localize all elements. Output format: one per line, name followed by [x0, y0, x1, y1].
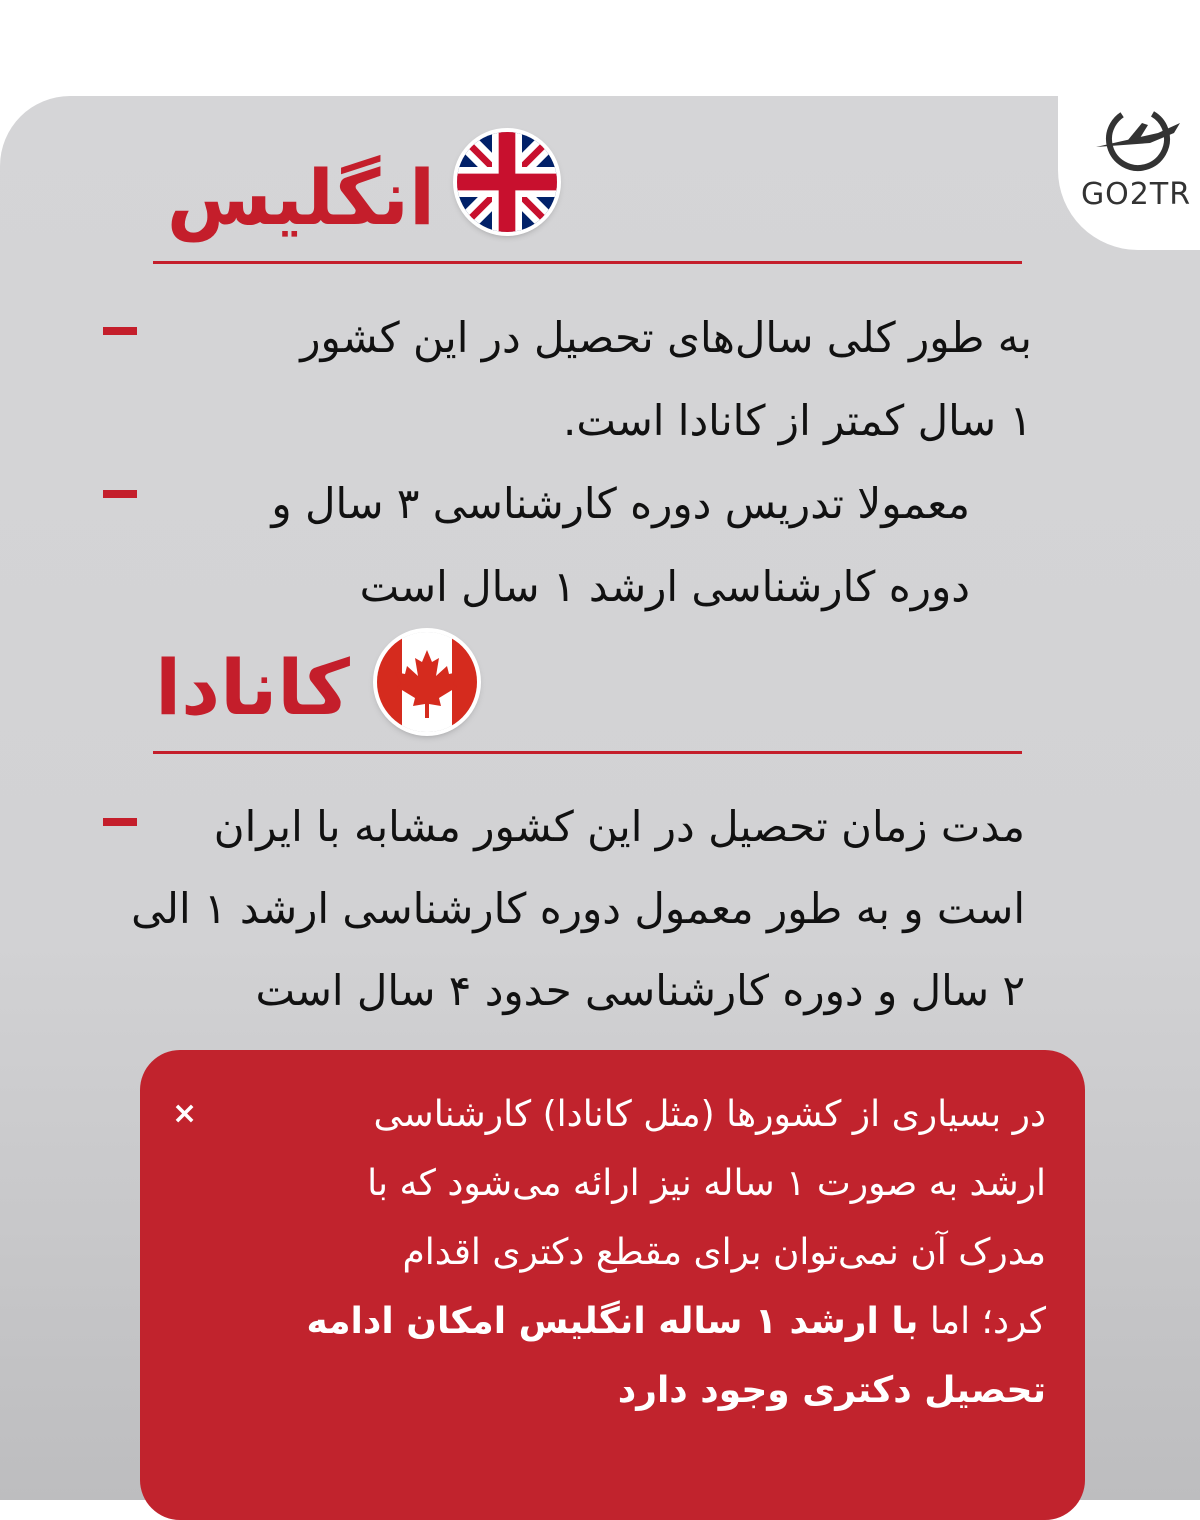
- text-line: ۲ سال و دوره کارشناسی حدود ۴ سال است: [255, 966, 1025, 1015]
- divider-canada: [153, 751, 1022, 754]
- logo-text: GO2TR: [1080, 177, 1192, 212]
- note-line: [210, 1287, 1046, 1356]
- text-line: معمولا تدریس دوره کارشناسی ۳ سال و: [271, 479, 970, 528]
- heading-canada: کانادا: [155, 643, 350, 732]
- bullet-canada-1: [131, 786, 1025, 1032]
- heading-england: انگلیس: [166, 153, 435, 242]
- note-line: ارشد به صورت ۱ ساله نیز ارائه می‌شود که با: [367, 1163, 1046, 1204]
- text-line: مدت زمان تحصیل در این کشور مشابه با ایران: [213, 802, 1025, 851]
- uk-flag-icon: [457, 132, 557, 232]
- text-line: به طور کلی سال‌های تحصیل در این کشور: [300, 313, 1032, 362]
- bullet-england-2: [271, 462, 970, 628]
- canada-flag-icon: [377, 632, 477, 732]
- brand-logo[interactable]: [1058, 85, 1200, 250]
- note-bold: تحصیل دکتری وجود دارد: [617, 1370, 1046, 1411]
- note-marker: ×: [172, 1096, 198, 1131]
- note-line: مدرک آن نمی‌توان برای مقطع دکتری اقدام: [402, 1232, 1046, 1273]
- note-text: [210, 1080, 1046, 1425]
- bullet-england-1: [300, 296, 1032, 462]
- text-line: است و به طور معمول دوره کارشناسی ارشد ۱ الی: [131, 884, 1025, 933]
- airplane-icon: [1088, 103, 1188, 173]
- note-bold: با ارشد ۱ ساله انگلیس امکان ادامه: [306, 1301, 919, 1342]
- text-line: ۱ سال کمتر از کانادا است.: [563, 396, 1032, 445]
- bullet-marker: [103, 327, 137, 335]
- note-regular: کرد؛ اما: [929, 1301, 1046, 1342]
- note-line: [210, 1356, 1046, 1425]
- text-line: دوره کارشناسی ارشد ۱ سال است: [359, 562, 970, 611]
- note-line: در بسیاری از کشورها (مثل کانادا) کارشناسی: [373, 1094, 1046, 1135]
- divider-england: [153, 261, 1022, 264]
- bullet-marker: [103, 490, 137, 498]
